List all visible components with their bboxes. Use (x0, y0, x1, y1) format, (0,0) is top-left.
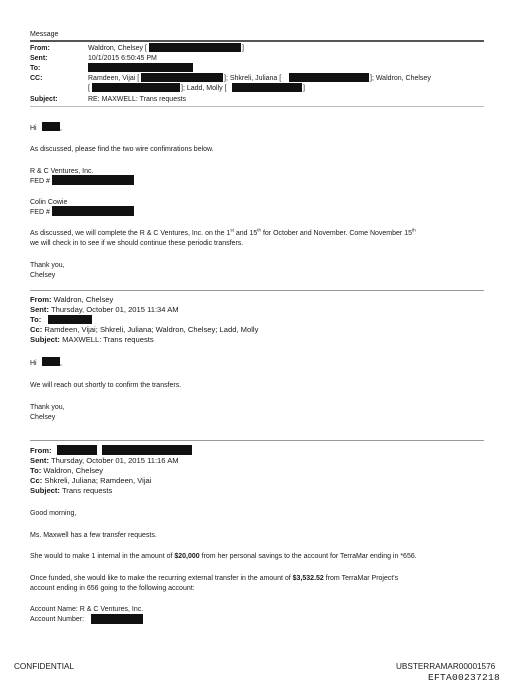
msg3-cc: Cc: Shkreli, Juliana; Ramdeen, Vijai (30, 476, 152, 485)
bates-number: UBSTERRAMAR00001576 (396, 662, 496, 671)
sent-label: Sent: (30, 55, 48, 62)
company-name: R & C Ventures, Inc. (30, 168, 94, 175)
header-divider (30, 40, 484, 42)
cc-line1-a: Ramdeen, Vijai [ (88, 75, 140, 82)
greeting-hi: Hi (30, 360, 37, 367)
cc-line2-b: ]; Ladd, Molly [ (181, 85, 227, 92)
greeting-comma: , (60, 360, 62, 367)
msg2-cc: Cc: Ramdeen, Vijai; Shkreli, Juliana; Waldron, Chelsey; Ladd, Molly (30, 325, 259, 334)
msg3-to: To: Waldron, Chelsey (30, 466, 104, 475)
redaction-block (88, 63, 193, 72)
account-number-label: Account Number: (30, 616, 85, 623)
msg2-subject: Subject: MAXWELL: Trans requests (30, 335, 154, 344)
body-paragraph: account ending in 656 going to the following account: (30, 585, 195, 592)
redaction-block (42, 357, 60, 366)
msg2-to: To: (30, 315, 42, 324)
message-divider (30, 290, 484, 291)
from-value: Waldron, Chelsey [ (88, 45, 147, 52)
redaction-block (52, 175, 134, 185)
cc-line2-a: [ (88, 85, 90, 92)
body-paragraph: As discussed, we will complete the R & C Ventures, Inc. on the 1st and 15th for October and November. Come November 15th (30, 227, 416, 237)
redaction-block (102, 445, 192, 455)
cc-line1-b: ]; Shkreli, Juliana [ (224, 75, 282, 82)
message-divider (30, 440, 484, 441)
signature: Chelsey (30, 414, 56, 421)
redaction-block (232, 83, 302, 92)
msg3-subject: Subject: Trans requests (30, 486, 113, 495)
body-paragraph: we will check in to see if we should continue these periodic transfers. (30, 240, 244, 247)
efta-number: EFTA00237218 (428, 672, 501, 683)
from-close: ] (242, 45, 244, 52)
greeting-comma: , (60, 125, 62, 132)
greeting: Good morning, (30, 510, 77, 517)
confidential-label: CONFIDENTIAL (14, 662, 75, 671)
body-paragraph: Ms. Maxwell has a few transfer requests. (30, 532, 157, 539)
sent-value: 10/1/2015 6:50:45 PM (88, 55, 157, 62)
cc-line2-c: ] (303, 85, 305, 92)
redaction-block (42, 122, 60, 131)
msg3-from-label: From: (30, 446, 52, 455)
signature: Chelsey (30, 272, 56, 279)
redaction-block (57, 445, 97, 455)
body-paragraph: As discussed, please find the two wire confimrations below. (30, 146, 214, 153)
subject-value: RE: MAXWELL: Trans requests (88, 96, 187, 103)
redaction-block (91, 614, 143, 624)
msg2-sent: Sent: Thursday, October 01, 2015 11:34 AM (30, 305, 179, 314)
fed-label: FED # (30, 178, 50, 185)
redaction-block (149, 43, 241, 52)
body-paragraph: She would to make 1 internal in the amount of $20,000 from her personal savings to the account for TerraMar ending in *656. (30, 553, 417, 560)
body-paragraph: We will reach out shortly to confirm the transfers. (30, 382, 182, 389)
header-bottom-divider (30, 106, 484, 107)
cc-line1-c: ]; Waldron, Chelsey (370, 75, 431, 82)
message-title: Message (30, 31, 59, 38)
account-name: Account Name: R & C Ventures, Inc. (30, 606, 144, 613)
fed-label: FED # (30, 209, 50, 216)
greeting-hi: Hi (30, 125, 37, 132)
body-paragraph: Once funded, she would like to make the recurring external transfer in the amount of $3,532.52 from TerraMar Project's (30, 575, 399, 582)
redaction-block (289, 73, 369, 82)
redaction-block (52, 206, 134, 216)
cc-label: CC: (30, 75, 43, 82)
msg2-from: From: Waldron, Chelsey (30, 295, 114, 304)
redaction-block (48, 315, 92, 324)
payee-name: Colin Cowie (30, 199, 68, 206)
from-label: From: (30, 45, 50, 52)
msg3-sent: Sent: Thursday, October 01, 2015 11:16 AM (30, 456, 179, 465)
redaction-block (141, 73, 223, 82)
to-label: To: (30, 65, 41, 72)
subject-label: Subject: (30, 96, 58, 103)
redaction-block (92, 83, 180, 92)
signoff: Thank you, (30, 404, 65, 411)
signoff: Thank you, (30, 262, 65, 269)
